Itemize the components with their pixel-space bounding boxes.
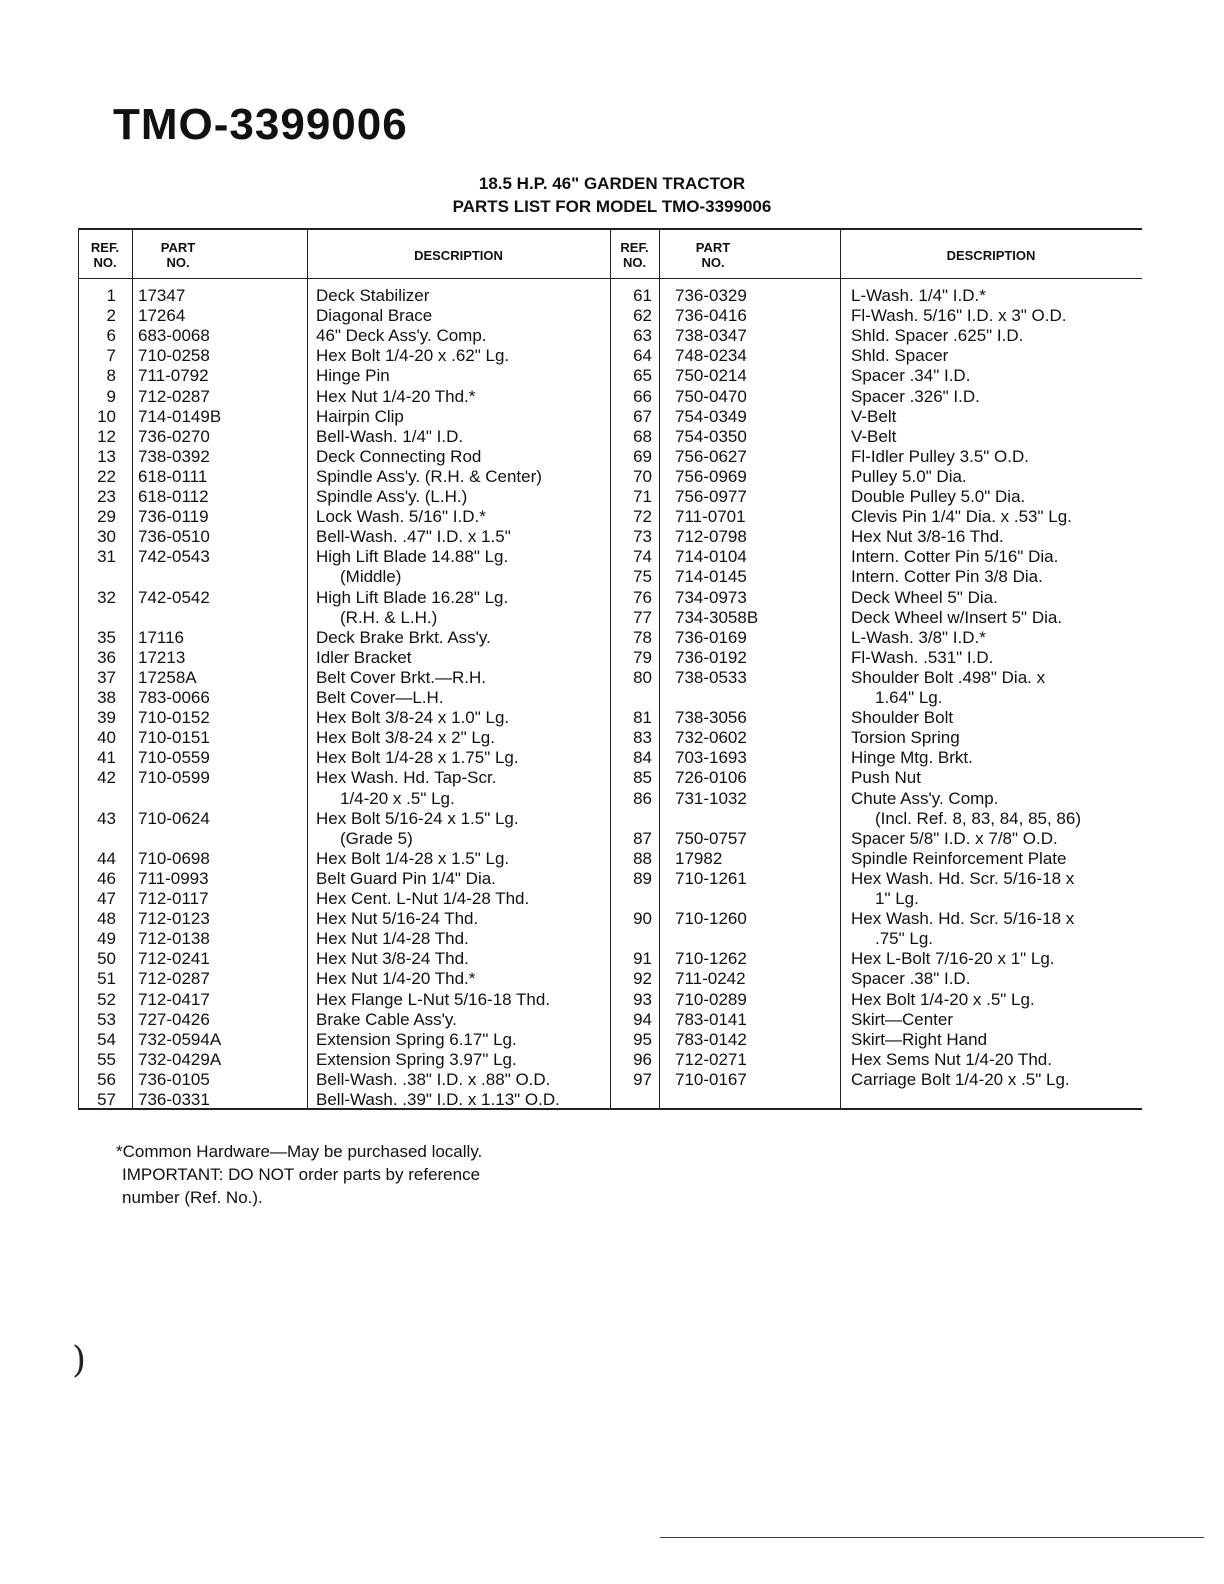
header-description-left: DESCRIPTION <box>414 248 503 263</box>
ref-no-cell: 62 <box>633 306 652 325</box>
ref-no-cell: 87 <box>633 829 652 848</box>
description-cell: Hex Bolt 3/8-24 x 2" Lg. <box>316 728 495 747</box>
part-no-cell: 712-0117 <box>138 889 209 908</box>
ref-no-cell: 66 <box>633 387 652 406</box>
footnote-line-1: *Common Hardware—May be purchased locally. <box>116 1142 483 1161</box>
part-no-cell: 748-0234 <box>675 346 747 365</box>
part-no-cell: 714-0104 <box>675 547 747 566</box>
description-cell: Shoulder Bolt .498" Dia. x <box>851 668 1046 687</box>
description-cell: Intern. Cotter Pin 5/16" Dia. <box>851 547 1059 566</box>
part-no-cell: 712-0123 <box>138 909 210 928</box>
ref-no-cell: 51 <box>97 969 116 988</box>
part-no-cell: 734-0973 <box>675 588 747 607</box>
description-cell: Hex Sems Nut 1/4-20 Thd. <box>851 1050 1052 1069</box>
ref-no-cell: 44 <box>97 849 116 868</box>
description-cell: Hex Nut 5/16-24 Thd. <box>316 909 479 928</box>
part-no-cell: 742-0542 <box>138 588 210 607</box>
ref-no-cell: 12 <box>97 427 116 446</box>
ref-no-cell: 1 <box>106 286 116 305</box>
description-cell: Hex Wash. Hd. Tap-Scr. <box>316 768 497 787</box>
ref-no-cell: 48 <box>97 909 116 928</box>
ref-no-cell: 22 <box>97 467 116 486</box>
part-no-cell: 727-0426 <box>138 1010 210 1029</box>
ref-no-cell: 47 <box>97 889 116 908</box>
part-no-cell: 618-0111 <box>138 467 208 486</box>
part-no-cell: 726-0106 <box>675 768 747 787</box>
part-no-cell: 738-0347 <box>675 326 747 345</box>
part-no-cell: 711-0242 <box>675 969 746 988</box>
description-cell: Hex Bolt 1/4-28 x 1.75" Lg. <box>316 748 519 767</box>
part-no-cell: 756-0627 <box>675 447 747 466</box>
header-description-right: DESCRIPTION <box>946 248 1036 263</box>
ref-no-cell: 97 <box>633 1070 652 1089</box>
description-cell: Spacer .34" I.D. <box>851 366 971 385</box>
ref-no-cell: 38 <box>97 688 116 707</box>
description-cell: Carriage Bolt 1/4-20 x .5" Lg. <box>851 1070 1070 1089</box>
ref-no-cell: 50 <box>97 949 116 968</box>
part-no-cell: 736-0192 <box>675 648 747 667</box>
part-no-cell: 17116 <box>138 628 185 647</box>
bottom-rule <box>660 1537 1204 1538</box>
description-cell: Belt Cover Brkt.—R.H. <box>316 668 487 687</box>
description-cell: Bell-Wash. 1/4" I.D. <box>316 427 464 446</box>
part-no-cell: 710-0258 <box>138 346 210 365</box>
description-cell: Diagonal Brace <box>316 306 433 325</box>
ref-no-cell: 79 <box>633 648 652 667</box>
description-cell: Extension Spring 3.97" Lg. <box>316 1050 517 1069</box>
ref-no-cell: 2 <box>106 306 116 325</box>
ref-no-cell: 68 <box>633 427 652 446</box>
ref-no-cell: 96 <box>633 1050 652 1069</box>
description-cell: Spindle Ass'y. (R.H. & Center) <box>316 467 542 486</box>
description-cell: Skirt—Center <box>851 1010 954 1029</box>
ref-no-cell: 64 <box>633 346 652 365</box>
part-no-cell: 736-0169 <box>675 628 747 647</box>
ref-no-cell: 30 <box>97 527 116 546</box>
part-no-cell: 710-0624 <box>138 809 210 828</box>
description-cell: Belt Cover—L.H. <box>316 688 444 707</box>
description-cell: V-Belt <box>851 407 897 426</box>
description-cell: Hairpin Clip <box>316 407 404 426</box>
ref-no-cell: 93 <box>633 990 652 1009</box>
ref-no-cell: 46 <box>97 869 116 888</box>
ref-no-cell: 31 <box>97 547 116 566</box>
description-cell: 46" Deck Ass'y. Comp. <box>316 326 487 345</box>
ref-no-cell: 89 <box>633 869 652 888</box>
subtitle-line-2: PARTS LIST FOR MODEL TMO-3399006 <box>452 197 772 216</box>
ref-no-cell: 61 <box>633 286 652 305</box>
part-no-cell: 736-0416 <box>675 306 747 325</box>
ref-no-cell: 88 <box>633 849 652 868</box>
description-cell: Spindle Reinforcement Plate <box>851 849 1067 868</box>
part-no-cell: 734-3058B <box>675 608 759 627</box>
ref-no-cell: 73 <box>633 527 652 546</box>
description-cell: Torsion Spring <box>851 728 960 747</box>
part-no-cell: 710-1262 <box>675 949 747 968</box>
part-no-cell: 736-0510 <box>138 527 210 546</box>
ref-no-cell: 10 <box>97 407 116 426</box>
part-no-cell: 750-0214 <box>675 366 747 385</box>
ref-no-cell: 52 <box>97 990 116 1009</box>
ref-no-cell: 29 <box>97 507 116 526</box>
description-cell: L-Wash. 1/4" I.D.* <box>851 286 986 305</box>
description-cell: Shld. Spacer <box>851 346 949 365</box>
footnote <box>116 1140 482 1209</box>
description-cell: Spacer .38" I.D. <box>851 969 971 988</box>
footnote-line-3: number (Ref. No.). <box>122 1188 263 1207</box>
description-cell: Hex Bolt 1/4-20 x .5" Lg. <box>851 990 1035 1009</box>
description-cell: Belt Guard Pin 1/4" Dia. <box>316 869 496 888</box>
description-cell: .75" Lg. <box>875 929 934 948</box>
part-no-cell: 750-0757 <box>675 829 747 848</box>
footnote-line-2: IMPORTANT: DO NOT order parts by reference <box>122 1165 481 1184</box>
part-no-cell: 783-0066 <box>138 688 210 707</box>
ref-no-cell: 63 <box>633 326 652 345</box>
ref-no-cell: 39 <box>97 708 116 727</box>
part-no-cell: 712-0138 <box>138 929 210 948</box>
description-cell: Hex Wash. Hd. Scr. 5/16-18 x <box>851 909 1075 928</box>
ref-no-cell: 80 <box>633 668 652 687</box>
description-cell: Hinge Mtg. Brkt. <box>851 748 973 767</box>
description-cell: L-Wash. 3/8" I.D.* <box>851 628 986 647</box>
ref-no-cell: 92 <box>633 969 652 988</box>
ref-no-cell: 67 <box>633 407 652 426</box>
part-no-cell: 738-0392 <box>138 447 210 466</box>
description-cell: Shld. Spacer .625" I.D. <box>851 326 1024 345</box>
description-cell: Intern. Cotter Pin 3/8 Dia. <box>851 567 1043 586</box>
part-no-cell: 712-0241 <box>138 949 210 968</box>
part-no-cell: 710-0559 <box>138 748 210 767</box>
ref-no-cell: 40 <box>97 728 116 747</box>
part-no-cell: 732-0594A <box>138 1030 222 1049</box>
description-cell: 1" Lg. <box>875 889 919 908</box>
description-cell: Spacer .326" I.D. <box>851 387 980 406</box>
description-cell: Fl-Wash. 5/16" I.D. x 3" O.D. <box>851 306 1067 325</box>
part-no-cell: 683-0068 <box>138 326 210 345</box>
part-no-cell: 710-1261 <box>675 869 747 888</box>
part-no-cell: 710-0698 <box>138 849 210 868</box>
ref-no-cell: 78 <box>633 628 652 647</box>
ref-no-cell: 70 <box>633 467 652 486</box>
part-no-cell: 710-1260 <box>675 909 747 928</box>
ref-no-cell: 13 <box>97 447 116 466</box>
part-no-cell: 714-0145 <box>675 567 747 586</box>
part-no-cell: 736-0119 <box>138 507 209 526</box>
part-no-cell: 783-0141 <box>675 1010 747 1029</box>
ref-no-cell: 41 <box>97 748 116 767</box>
part-no-cell: 712-0287 <box>138 969 210 988</box>
description-cell: Pulley 5.0" Dia. <box>851 467 967 486</box>
column-divider <box>307 230 308 1108</box>
ref-no-cell: 43 <box>97 809 116 828</box>
description-cell: Deck Brake Brkt. Ass'y. <box>316 628 491 647</box>
header-ref-no-left: REF. NO. <box>90 240 120 270</box>
part-no-cell: 736-0331 <box>138 1090 210 1109</box>
part-no-cell: 711-0792 <box>138 366 209 385</box>
ref-no-cell: 91 <box>633 949 652 968</box>
part-no-cell: 17258A <box>138 668 197 687</box>
part-no-cell: 742-0543 <box>138 547 210 566</box>
description-cell: Hex Nut 3/8-16 Thd. <box>851 527 1004 546</box>
description-cell: Fl-Idler Pulley 3.5" O.D. <box>851 447 1029 466</box>
description-cell: Clevis Pin 1/4" Dia. x .53" Lg. <box>851 507 1072 526</box>
part-no-cell: 754-0350 <box>675 427 747 446</box>
description-cell: Hex Nut 1/4-20 Thd.* <box>316 387 476 406</box>
part-no-cell: 710-0151 <box>138 728 210 747</box>
ref-no-cell: 54 <box>97 1030 116 1049</box>
ref-no-cell: 84 <box>633 748 652 767</box>
part-no-cell: 754-0349 <box>675 407 747 426</box>
part-no-cell: 710-0152 <box>138 708 210 727</box>
ref-no-cell: 57 <box>97 1090 116 1109</box>
description-cell: (Middle) <box>340 567 402 586</box>
ref-no-cell: 9 <box>106 387 116 406</box>
description-cell: Hex L-Bolt 7/16-20 x 1" Lg. <box>851 949 1055 968</box>
description-cell: (Incl. Ref. 8, 83, 84, 85, 86) <box>875 809 1082 828</box>
ref-no-cell: 65 <box>633 366 652 385</box>
part-no-cell: 756-0977 <box>675 487 747 506</box>
description-cell: Hex Wash. Hd. Scr. 5/16-18 x <box>851 869 1075 888</box>
description-cell: Hex Nut 3/8-24 Thd. <box>316 949 469 968</box>
part-no-cell: 711-0701 <box>675 507 746 526</box>
part-no-cell: 732-0429A <box>138 1050 222 1069</box>
ref-no-cell: 85 <box>633 768 652 787</box>
ref-no-cell: 71 <box>633 487 652 506</box>
ref-no-cell: 23 <box>97 487 116 506</box>
subtitle-line-1: 18.5 H.P. 46" GARDEN TRACTOR <box>478 174 746 193</box>
description-cell: Bell-Wash. .38" I.D. x .88" O.D. <box>316 1070 551 1089</box>
description-cell: Hex Nut 1/4-20 Thd.* <box>316 969 476 988</box>
part-no-cell: 712-0271 <box>675 1050 747 1069</box>
header-divider <box>78 278 1142 279</box>
description-cell: Lock Wash. 5/16" I.D.* <box>316 507 486 526</box>
part-no-cell: 17264 <box>138 306 186 325</box>
ref-no-cell: 90 <box>633 909 652 928</box>
part-no-cell: 732-0602 <box>675 728 747 747</box>
column-divider <box>840 230 841 1108</box>
column-divider <box>132 230 133 1108</box>
description-cell: Extension Spring 6.17" Lg. <box>316 1030 517 1049</box>
parts-table <box>78 228 1142 1110</box>
ref-no-cell: 37 <box>97 668 116 687</box>
ref-no-cell: 55 <box>97 1050 116 1069</box>
description-cell: Hinge Pin <box>316 366 390 385</box>
description-cell: Double Pulley 5.0" Dia. <box>851 487 1026 506</box>
ref-no-cell: 69 <box>633 447 652 466</box>
description-cell: Bell-Wash. .47" I.D. x 1.5" <box>316 527 511 546</box>
description-cell: Hex Cent. L-Nut 1/4-28 Thd. <box>316 889 530 908</box>
ref-no-cell: 56 <box>97 1070 116 1089</box>
description-cell: Bell-Wash. .39" I.D. x 1.13" O.D. <box>316 1090 560 1109</box>
ref-no-cell: 35 <box>97 628 116 647</box>
part-no-cell: 703-1693 <box>675 748 747 767</box>
description-cell: 1/4-20 x .5" Lg. <box>340 789 455 808</box>
description-cell: 1.64" Lg. <box>875 688 943 707</box>
column-divider <box>659 230 660 1108</box>
part-no-cell: 736-0329 <box>675 286 747 305</box>
ref-no-cell: 32 <box>97 588 116 607</box>
ref-no-cell: 76 <box>633 588 652 607</box>
ref-no-cell: 8 <box>106 366 116 385</box>
description-cell: Hex Bolt 5/16-24 x 1.5" Lg. <box>316 809 519 828</box>
ref-no-cell: 42 <box>97 768 116 787</box>
part-no-cell: 750-0470 <box>675 387 747 406</box>
description-cell: Idler Bracket <box>316 648 412 667</box>
ref-no-cell: 49 <box>97 929 116 948</box>
part-no-cell: 17982 <box>675 849 723 868</box>
description-cell: Hex Flange L-Nut 5/16-18 Thd. <box>316 990 551 1009</box>
description-cell: Hex Nut 1/4-28 Thd. <box>316 929 469 948</box>
margin-mark: ) <box>72 1340 87 1381</box>
description-cell: Push Nut <box>851 768 921 787</box>
model-title: TMO-3399006 <box>113 100 408 149</box>
part-no-cell: 710-0167 <box>675 1070 747 1089</box>
part-no-cell: 731-1032 <box>675 789 747 808</box>
part-no-cell: 756-0969 <box>675 467 747 486</box>
description-cell: Fl-Wash. .531" I.D. <box>851 648 994 667</box>
description-cell: (R.H. & L.H.) <box>340 608 438 627</box>
part-no-cell: 712-0798 <box>675 527 747 546</box>
ref-no-cell: 81 <box>633 708 652 727</box>
part-no-cell: 17213 <box>138 648 186 667</box>
ref-no-cell: 7 <box>106 346 116 365</box>
ref-no-cell: 6 <box>106 326 116 345</box>
part-no-cell: 714-0149B <box>138 407 222 426</box>
part-no-cell: 710-0289 <box>675 990 747 1009</box>
header-ref-no-right: REF. NO. <box>620 240 649 270</box>
part-no-cell: 783-0142 <box>675 1030 747 1049</box>
description-cell: Spacer 5/8" I.D. x 7/8" O.D. <box>851 829 1058 848</box>
header-part-no-right: PART NO. <box>695 240 731 270</box>
part-no-cell: 738-3056 <box>675 708 747 727</box>
ref-no-cell: 86 <box>633 789 652 808</box>
ref-no-cell: 72 <box>633 507 652 526</box>
description-cell: Deck Connecting Rod <box>316 447 482 466</box>
ref-no-cell: 83 <box>633 728 652 747</box>
description-cell: (Grade 5) <box>340 829 413 848</box>
ref-no-cell: 74 <box>633 547 652 566</box>
description-cell: Hex Bolt 1/4-28 x 1.5" Lg. <box>316 849 510 868</box>
description-cell: Hex Bolt 3/8-24 x 1.0" Lg. <box>316 708 510 727</box>
header-part-no-left: PART NO. <box>160 240 196 270</box>
ref-no-cell: 77 <box>633 608 652 627</box>
description-cell: Chute Ass'y. Comp. <box>851 789 999 808</box>
part-no-cell: 736-0270 <box>138 427 210 446</box>
description-cell: Deck Wheel 5" Dia. <box>851 588 998 607</box>
description-cell: High Lift Blade 16.28" Lg. <box>316 588 509 607</box>
ref-no-cell: 53 <box>97 1010 116 1029</box>
part-no-cell: 711-0993 <box>138 869 209 888</box>
description-cell: V-Belt <box>851 427 897 446</box>
description-cell: Brake Cable Ass'y. <box>316 1010 457 1029</box>
description-cell: Shoulder Bolt <box>851 708 954 727</box>
description-cell: Skirt—Right Hand <box>851 1030 988 1049</box>
part-no-cell: 738-0533 <box>675 668 747 687</box>
part-no-cell: 736-0105 <box>138 1070 210 1089</box>
description-cell: Spindle Ass'y. (L.H.) <box>316 487 468 506</box>
ref-no-cell: 95 <box>633 1030 652 1049</box>
part-no-cell: 618-0112 <box>138 487 209 506</box>
ref-no-cell: 94 <box>633 1010 652 1029</box>
ref-no-cell: 75 <box>633 567 652 586</box>
description-cell: Deck Stabilizer <box>316 286 430 305</box>
description-cell: High Lift Blade 14.88" Lg. <box>316 547 509 566</box>
description-cell: Deck Wheel w/Insert 5" Dia. <box>851 608 1063 627</box>
part-no-cell: 17347 <box>138 286 186 305</box>
part-no-cell: 712-0417 <box>138 990 210 1009</box>
description-cell: Hex Bolt 1/4-20 x .62" Lg. <box>316 346 510 365</box>
part-no-cell: 710-0599 <box>138 768 210 787</box>
part-no-cell: 712-0287 <box>138 387 210 406</box>
ref-no-cell: 36 <box>97 648 116 667</box>
